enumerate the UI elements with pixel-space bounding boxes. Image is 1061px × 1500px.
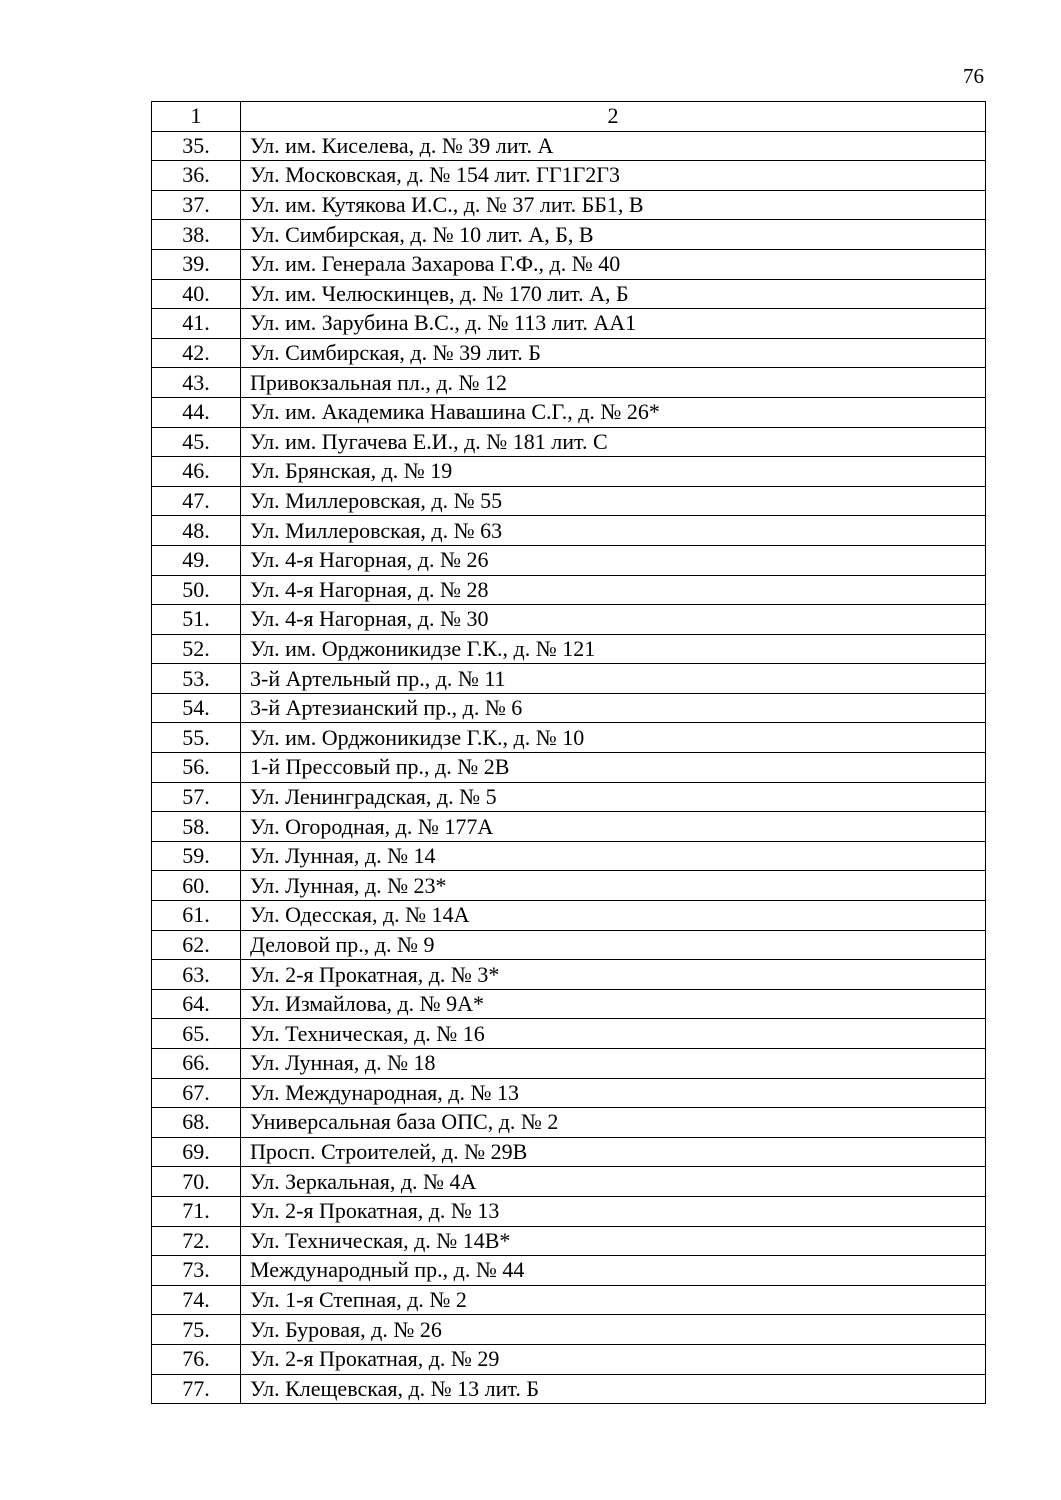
row-number: 48. xyxy=(152,516,241,546)
table-row xyxy=(152,1256,986,1286)
row-address: Ул. 2-я Прокатная, д. № 29 xyxy=(241,1344,986,1374)
table-row xyxy=(152,1285,986,1315)
table-row xyxy=(152,753,986,783)
row-address: Привокзальная пл., д. № 12 xyxy=(241,368,986,398)
row-address: Ул. Одесская, д. № 14А xyxy=(241,901,986,931)
row-number: 49. xyxy=(152,545,241,575)
row-number: 73. xyxy=(152,1256,241,1286)
row-number: 67. xyxy=(152,1078,241,1108)
row-number: 62. xyxy=(152,930,241,960)
row-number: 56. xyxy=(152,753,241,783)
row-address: Ул. 4-я Нагорная, д. № 26 xyxy=(241,545,986,575)
row-number: 51. xyxy=(152,605,241,635)
row-number: 35. xyxy=(152,131,241,161)
row-address: Ул. Ленинградская, д. № 5 xyxy=(241,782,986,812)
row-address: Ул. Лунная, д. № 18 xyxy=(241,1049,986,1079)
row-address: Ул. 2-я Прокатная, д. № 3* xyxy=(241,960,986,990)
table-row xyxy=(152,516,986,546)
row-number: 39. xyxy=(152,249,241,279)
row-number: 71. xyxy=(152,1196,241,1226)
row-address: Ул. Техническая, д. № 14В* xyxy=(241,1226,986,1256)
row-address: Ул. 4-я Нагорная, д. № 28 xyxy=(241,575,986,605)
row-number: 70. xyxy=(152,1167,241,1197)
row-number: 74. xyxy=(152,1285,241,1315)
header-col-number: 1 xyxy=(152,102,241,132)
address-table xyxy=(151,101,986,1404)
table-row xyxy=(152,1315,986,1345)
table-row xyxy=(152,397,986,427)
row-number: 61. xyxy=(152,901,241,931)
row-number: 44. xyxy=(152,397,241,427)
table-row xyxy=(152,486,986,516)
row-address: Ул. Клещевская, д. № 13 лит. Б xyxy=(241,1374,986,1404)
row-address: Ул. им. Челюскинцев, д. № 170 лит. А, Б xyxy=(241,279,986,309)
table-row xyxy=(152,901,986,931)
row-address: Ул. им. Академика Навашина С.Г., д. № 26* xyxy=(241,397,986,427)
row-number: 64. xyxy=(152,989,241,1019)
row-number: 55. xyxy=(152,723,241,753)
table-row xyxy=(152,634,986,664)
table-row xyxy=(152,545,986,575)
row-number: 77. xyxy=(152,1374,241,1404)
table-row xyxy=(152,693,986,723)
row-number: 63. xyxy=(152,960,241,990)
table-row xyxy=(152,605,986,635)
row-number: 42. xyxy=(152,338,241,368)
row-address: Ул. им. Зарубина В.С., д. № 113 лит. АА1 xyxy=(241,309,986,339)
row-address: Ул. им. Орджоникидзе Г.К., д. № 121 xyxy=(241,634,986,664)
table-row xyxy=(152,575,986,605)
row-number: 65. xyxy=(152,1019,241,1049)
table-header-row xyxy=(152,102,986,132)
row-number: 53. xyxy=(152,664,241,694)
row-address: Ул. им. Орджоникидзе Г.К., д. № 10 xyxy=(241,723,986,753)
row-address: Универсальная база ОПС, д. № 2 xyxy=(241,1108,986,1138)
row-address: Ул. Симбирская, д. № 39 лит. Б xyxy=(241,338,986,368)
table-row xyxy=(152,930,986,960)
table-row xyxy=(152,841,986,871)
table-row xyxy=(152,368,986,398)
table-row xyxy=(152,1196,986,1226)
row-address: Ул. 2-я Прокатная, д. № 13 xyxy=(241,1196,986,1226)
table-row xyxy=(152,338,986,368)
table-row xyxy=(152,131,986,161)
table-row xyxy=(152,782,986,812)
row-address: Ул. Миллеровская, д. № 55 xyxy=(241,486,986,516)
row-address: Ул. Симбирская, д. № 10 лит. А, Б, В xyxy=(241,220,986,250)
row-address: 3-й Артезианский пр., д. № 6 xyxy=(241,693,986,723)
row-address: Ул. 1-я Степная, д. № 2 xyxy=(241,1285,986,1315)
table-row xyxy=(152,1167,986,1197)
row-number: 45. xyxy=(152,427,241,457)
row-address: Ул. Зеркальная, д. № 4А xyxy=(241,1167,986,1197)
table-row xyxy=(152,427,986,457)
row-number: 50. xyxy=(152,575,241,605)
row-number: 59. xyxy=(152,841,241,871)
table-row xyxy=(152,723,986,753)
row-number: 54. xyxy=(152,693,241,723)
row-address: Ул. Московская, д. № 154 лит. ГГ1Г2Г3 xyxy=(241,161,986,191)
row-address: Ул. Буровая, д. № 26 xyxy=(241,1315,986,1345)
row-number: 58. xyxy=(152,812,241,842)
row-address: Деловой пр., д. № 9 xyxy=(241,930,986,960)
table-row xyxy=(152,1374,986,1404)
row-address: Просп. Строителей, д. № 29В xyxy=(241,1137,986,1167)
page-number: 76 xyxy=(963,64,984,88)
table-row xyxy=(152,812,986,842)
table-row xyxy=(152,871,986,901)
table-row xyxy=(152,1344,986,1374)
row-number: 72. xyxy=(152,1226,241,1256)
table-row xyxy=(152,1108,986,1138)
table-row xyxy=(152,279,986,309)
row-address: Ул. Огородная, д. № 177А xyxy=(241,812,986,842)
table-row xyxy=(152,1078,986,1108)
table-row xyxy=(152,249,986,279)
row-number: 76. xyxy=(152,1344,241,1374)
row-address: Ул. Измайлова, д. № 9А* xyxy=(241,989,986,1019)
row-address: Ул. Миллеровская, д. № 63 xyxy=(241,516,986,546)
row-address: 3-й Артельный пр., д. № 11 xyxy=(241,664,986,694)
row-number: 47. xyxy=(152,486,241,516)
row-number: 46. xyxy=(152,457,241,487)
header-col-address: 2 xyxy=(241,102,986,132)
row-address: Ул. им. Киселева, д. № 39 лит. А xyxy=(241,131,986,161)
table-row xyxy=(152,309,986,339)
table-row xyxy=(152,664,986,694)
table-row xyxy=(152,1137,986,1167)
row-address: Ул. 4-я Нагорная, д. № 30 xyxy=(241,605,986,635)
row-number: 57. xyxy=(152,782,241,812)
row-address: Ул. Техническая, д. № 16 xyxy=(241,1019,986,1049)
row-number: 40. xyxy=(152,279,241,309)
row-number: 68. xyxy=(152,1108,241,1138)
table-row xyxy=(152,220,986,250)
row-number: 66. xyxy=(152,1049,241,1079)
row-address: Ул. им. Кутякова И.С., д. № 37 лит. ББ1, В xyxy=(241,190,986,220)
row-number: 60. xyxy=(152,871,241,901)
table-row xyxy=(152,161,986,191)
row-number: 43. xyxy=(152,368,241,398)
row-number: 75. xyxy=(152,1315,241,1345)
row-number: 36. xyxy=(152,161,241,191)
table-row xyxy=(152,190,986,220)
row-address: 1-й Прессовый пр., д. № 2В xyxy=(241,753,986,783)
table-row xyxy=(152,960,986,990)
row-number: 41. xyxy=(152,309,241,339)
row-address: Ул. Лунная, д. № 23* xyxy=(241,871,986,901)
table-row xyxy=(152,989,986,1019)
row-number: 52. xyxy=(152,634,241,664)
table-row xyxy=(152,1049,986,1079)
table-row xyxy=(152,1226,986,1256)
row-number: 38. xyxy=(152,220,241,250)
row-address: Ул. Брянская, д. № 19 xyxy=(241,457,986,487)
row-address: Ул. Лунная, д. № 14 xyxy=(241,841,986,871)
row-address: Международный пр., д. № 44 xyxy=(241,1256,986,1286)
row-address: Ул. им. Пугачева Е.И., д. № 181 лит. С xyxy=(241,427,986,457)
address-table-body xyxy=(152,102,986,1404)
row-number: 69. xyxy=(152,1137,241,1167)
table-row xyxy=(152,1019,986,1049)
row-address: Ул. им. Генерала Захарова Г.Ф., д. № 40 xyxy=(241,249,986,279)
row-number: 37. xyxy=(152,190,241,220)
table-row xyxy=(152,457,986,487)
row-address: Ул. Международная, д. № 13 xyxy=(241,1078,986,1108)
